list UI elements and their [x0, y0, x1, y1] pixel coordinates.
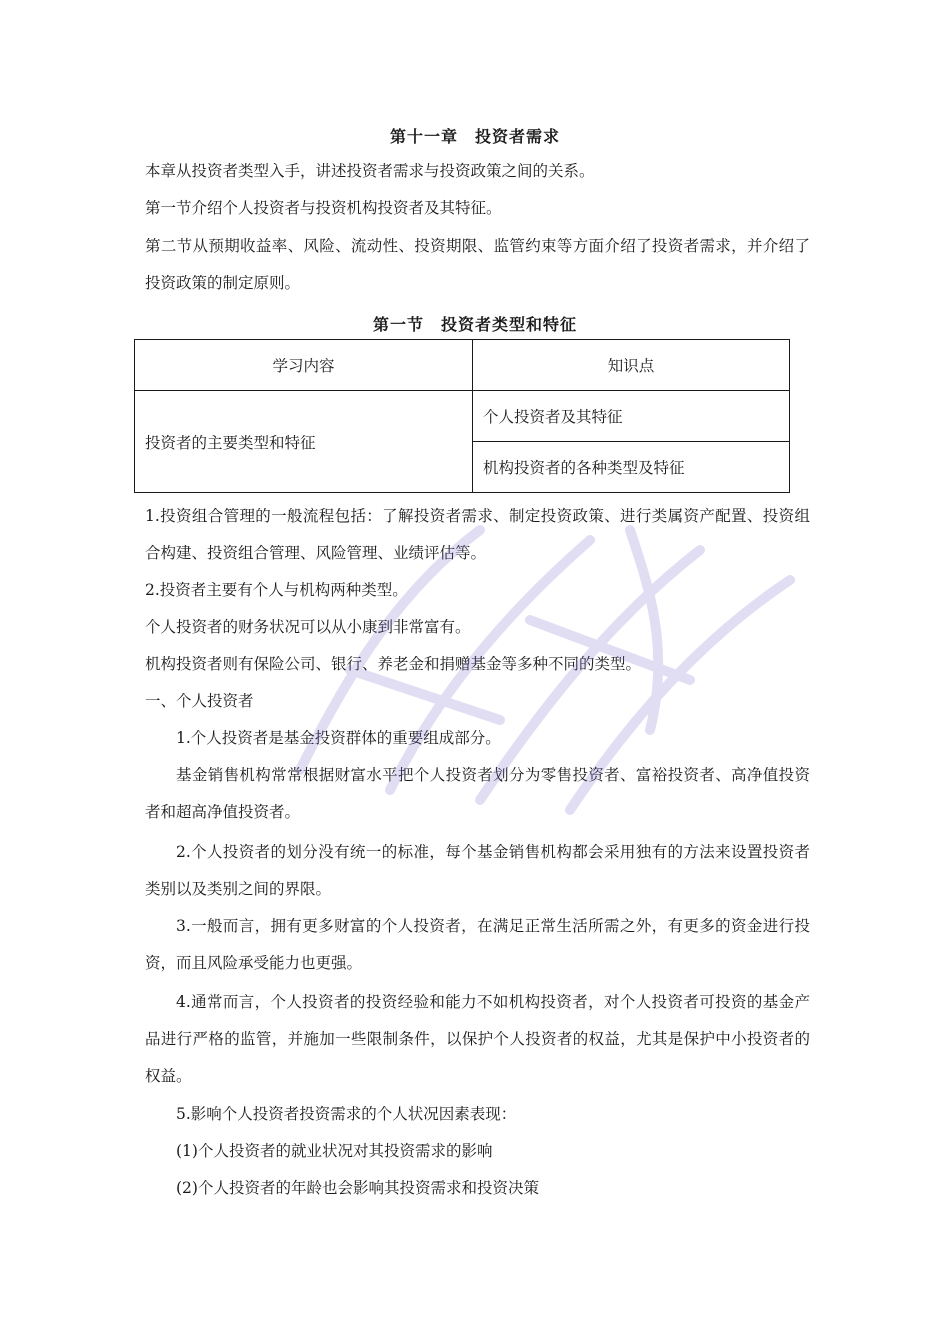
body-paragraph: 2.投资者主要有个人与机构两种类型。: [145, 581, 408, 599]
body-paragraph: 4.通常而言，个人投资者的投资经验和能力不如机构投资者，对个人投资者可投资的基金产品进行严格的监管，并施加一些限制条件，以保护个人投资者的权益，尤其是保护中小投资者的权益。: [145, 993, 810, 1085]
intro-paragraph: 第二节从预期收益率、风险、流动性、投资期限、监管约束等方面介绍了投资者需求，并介绍了投资政策的制定原则。: [145, 237, 810, 292]
list-item: (1)个人投资者的就业状况对其投资需求的影响: [176, 1142, 493, 1160]
section-heading: 一、个人投资者: [145, 692, 254, 710]
table-topic-cell: 投资者的主要类型和特征: [135, 391, 473, 493]
table-point-cell: 机构投资者的各种类型及特征: [473, 442, 790, 493]
body-paragraph: 1.投资组合管理的一般流程包括：了解投资者需求、制定投资政策、进行类属资产配置、投资组合构建、投资组合管理、风险管理、业绩评估等。: [145, 507, 810, 562]
intro-paragraph: 本章从投资者类型入手，讲述投资者需求与投资政策之间的关系。: [145, 162, 595, 180]
body-paragraph: 3.一般而言，拥有更多财富的个人投资者，在满足正常生活所需之外，有更多的资金进行投资，而且风险承受能力也更强。: [145, 917, 810, 972]
table-row: [135, 391, 790, 442]
body-paragraph: 5.影响个人投资者投资需求的个人状况因素表现：: [176, 1105, 517, 1123]
table-point-cell: 个人投资者及其特征: [473, 391, 790, 442]
knowledge-table: [134, 339, 790, 493]
body-paragraph: 1.个人投资者是基金投资群体的重要组成部分。: [176, 729, 501, 747]
list-item: (2)个人投资者的年龄也会影响其投资需求和投资决策: [176, 1179, 539, 1197]
section-title: 第一节 投资者类型和特征: [372, 315, 577, 334]
table-header-cell: 学习内容: [135, 340, 473, 391]
body-paragraph: 个人投资者的财务状况可以从小康到非常富有。: [145, 618, 471, 636]
chapter-title: 第十一章 投资者需求: [389, 127, 560, 146]
intro-paragraph: 第一节介绍个人投资者与投资机构投资者及其特征。: [145, 199, 502, 217]
table-header-row: [135, 340, 790, 391]
body-paragraph: 机构投资者则有保险公司、银行、养老金和捐赠基金等多种不同的类型。: [145, 655, 642, 673]
body-paragraph: 2.个人投资者的划分没有统一的标准，每个基金销售机构都会采用独有的方法来设置投资者类别以及类别之间的界限。: [145, 843, 810, 898]
body-paragraph: 基金销售机构常常根据财富水平把个人投资者划分为零售投资者、富裕投资者、高净值投资者和超高净值投资者。: [145, 766, 810, 821]
table-header-cell: 知识点: [473, 340, 790, 391]
